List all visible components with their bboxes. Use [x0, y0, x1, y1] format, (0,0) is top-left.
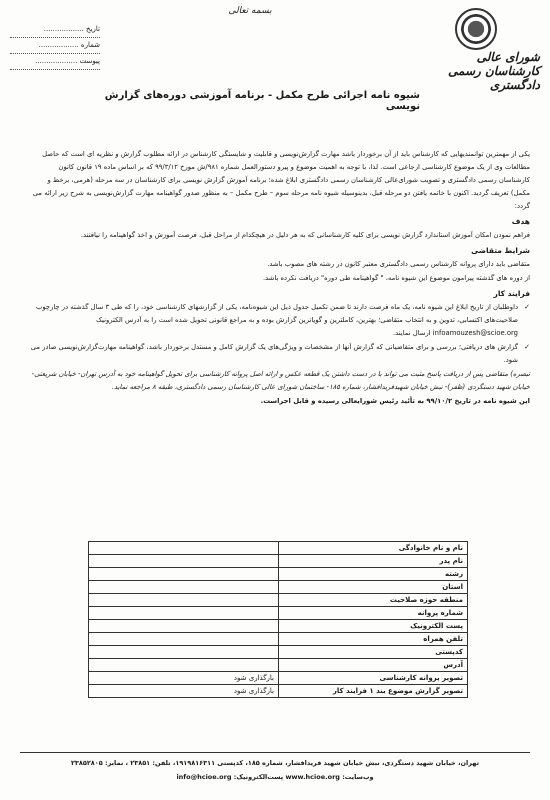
form-row — [89, 594, 468, 607]
form-value[interactable] — [89, 607, 279, 620]
meta-date: تاریخ .................. — [10, 22, 100, 38]
council-name-line2: کارشناسان رسمی دادگستری — [448, 64, 540, 92]
intro-paragraph: یکی از مهمترین توانمندیهایی که کارشناس باید از آن برخوردار باشد مهارت گزارش‌نویسی و قابلیت و شایستگی کارشناس در ارائه مطلوب گزارش و نظریه ای است که حاصل مطالعات وی از یک موضوع کارشناسی ارجاعی است. لذا، با توجه به اهمیت موضوع و پیرو دستورالعمل شماره ۹۸۱/ش مورخ ۹۹/۳/۱۲ که بر اساس ماده ۱۹ قانون کانون کارشناسان رسمی دادگستری و تصویب شورای‌عالی کارشناسان رسمی دادگستری ابلاغ شده؛ برنامه آموزش گزارش نویسی برای کارشناسان در سه مرحله (هرمی، برخط و مکمل) تعریف گردید. اکنون با خاتمه یافتن دو مرحله قبل، بدینوسیله شیوه نامه مرحله سوم – طرح مکمل – به منظور صدور گواهینامه مهارت گزارش‌نویسی به شرح زیر ارائه می گردد: — [32, 150, 530, 210]
closing-statement: این شیوه نامه در تاریخ ۹۹/۱۰/۲ به تأئید رئیس شورایعالی رسیده و قابل اجراست. — [260, 397, 530, 405]
form-label: استان — [279, 581, 468, 594]
bismillah-heading: بسمه تعالی — [228, 6, 272, 16]
document-body — [30, 148, 530, 409]
upload-cell[interactable]: بارگذاری شود — [89, 685, 279, 698]
form-row — [89, 633, 468, 646]
form-value[interactable] — [89, 620, 279, 633]
footer-divider — [20, 752, 530, 753]
form-row — [89, 672, 468, 685]
council-name-line1: شورای عالی — [476, 50, 540, 64]
form-value[interactable] — [89, 568, 279, 581]
form-label: پست الکترونیک — [279, 620, 468, 633]
form-label: نام پدر — [279, 555, 468, 568]
process-heading: فرایند کار — [493, 289, 530, 298]
form-label: آدرس — [279, 659, 468, 672]
form-row — [89, 646, 468, 659]
form-label: تصویر گزارش موضوع بند ۱ فرایند کار — [279, 685, 468, 698]
form-row — [89, 685, 468, 698]
process-item: ✓ داوطلبان از تاریخ ابلاغ این شیوه نامه، یک ماه فرصت دارند تا ضمن تکمیل جدول ذیل این شیوه‌نامه، یکی از گزارشهای کارشناسی خود، را که طی ۳ سال گذشته در چارچوب صلاحیت‌های اکتسابی، تدوین و به انتخاب متقاضی؛ بهترین، کاملترین و گویاترین گزارش بوده و به مراجع قانونی تحویل شده است را به آدرس الکترونیک infoamouzesh@scioe.org ارسال نمایند. — [30, 301, 530, 340]
upload-cell[interactable]: بارگذاری شود — [89, 672, 279, 685]
condition-item: متقاضی باید دارای پروانه کارشناس رسمی دادگستری معتبر کانون در رشته های مصوب باشد. — [267, 260, 530, 268]
applicant-form-table — [88, 541, 468, 698]
process-item: ✓ گزارش های دریافتی؛ بررسی و برای متقاضیانی که گزارش آنها از مشخصات و ویژگی‌های یک گزارش کامل و مستدل برخوردار باشد، گواهینامه مهارت‌گزارش‌نویسی صادر می شود. — [30, 341, 530, 367]
council-name — [410, 50, 540, 92]
document-title: شیوه نامه اجرائی طرح مکمل - برنامه آموزشی دوره‌های گزارش نویسی — [104, 90, 420, 112]
form-row — [89, 581, 468, 594]
form-value[interactable] — [89, 633, 279, 646]
form-row — [89, 568, 468, 581]
form-label: نام و نام خانوادگی — [279, 542, 468, 555]
form-value[interactable] — [89, 594, 279, 607]
letter-meta — [10, 22, 100, 70]
form-row — [89, 659, 468, 672]
form-row — [89, 607, 468, 620]
footer-web: وب‌سایت: www.hcioe.org پست‌الکترونیک: info@hcioe.org — [176, 773, 374, 781]
form-label: رشته — [279, 568, 468, 581]
form-value[interactable] — [89, 581, 279, 594]
council-logo-icon — [455, 8, 497, 50]
form-value[interactable] — [89, 542, 279, 555]
form-label: تصویر پروانه کارشناسی — [279, 672, 468, 685]
footer-address: تهران، خیابان شهید دستگردی، نبش خیابان شهید فریدافشار، شماره ۱۸۵، کدپستی ۱۹۱۹۸۱۶۳۱۱، تلفن: ۲۳۸۵۱ ، نمابر: ۲۳۸۵۲۸۰۵ — [70, 759, 480, 767]
process-note: تبصره) متقاضی پس از دریافت پاسخ مثبت می تواند با در دست داشتن یک قطعه عکس و ارائه اصل پروانه کارشناسی برای تحویل گواهینامه خود به آدرس تهران- خیابان شریعتی- خیابان شهید دستگردی (ظفر)- نبش خیابان شهیدفریدافشار، شماره ۱۸۵- ساختمان شورای عالی کارشناسان رسمی دادگستری، طبقه ۸ مراجعه نماید. — [31, 370, 530, 391]
form-value[interactable] — [89, 646, 279, 659]
goal-heading: هدف — [511, 217, 530, 226]
form-row — [89, 620, 468, 633]
form-value[interactable] — [89, 555, 279, 568]
form-row — [89, 555, 468, 568]
meta-number: شماره .................. — [10, 38, 100, 54]
meta-attachment: پیوست ................... — [10, 54, 100, 70]
form-label: کدپستی — [279, 646, 468, 659]
footer-contact — [20, 756, 530, 784]
condition-item: از دوره های گذشته پیرامون موضوع این شیوه نامه، " گواهینامه طی دوره" دریافت نکرده باشد. — [262, 274, 530, 282]
conditions-heading: شرایط متقاضی — [471, 246, 530, 255]
form-label: تلفن همراه — [279, 633, 468, 646]
goal-text: فراهم نمودن امکان آموزش استاندارد گزارش نویسی برای کلیه کارشناسانی که به هر دلیل در هیچکدام از مراحل قبل، فرصت آموزش و اخذ گواهینامه را نیافتند. — [80, 231, 530, 239]
form-value[interactable] — [89, 659, 279, 672]
form-label: منطقه حوزه صلاحیت — [279, 594, 468, 607]
form-label: شماره پروانه — [279, 607, 468, 620]
form-row — [89, 542, 468, 555]
